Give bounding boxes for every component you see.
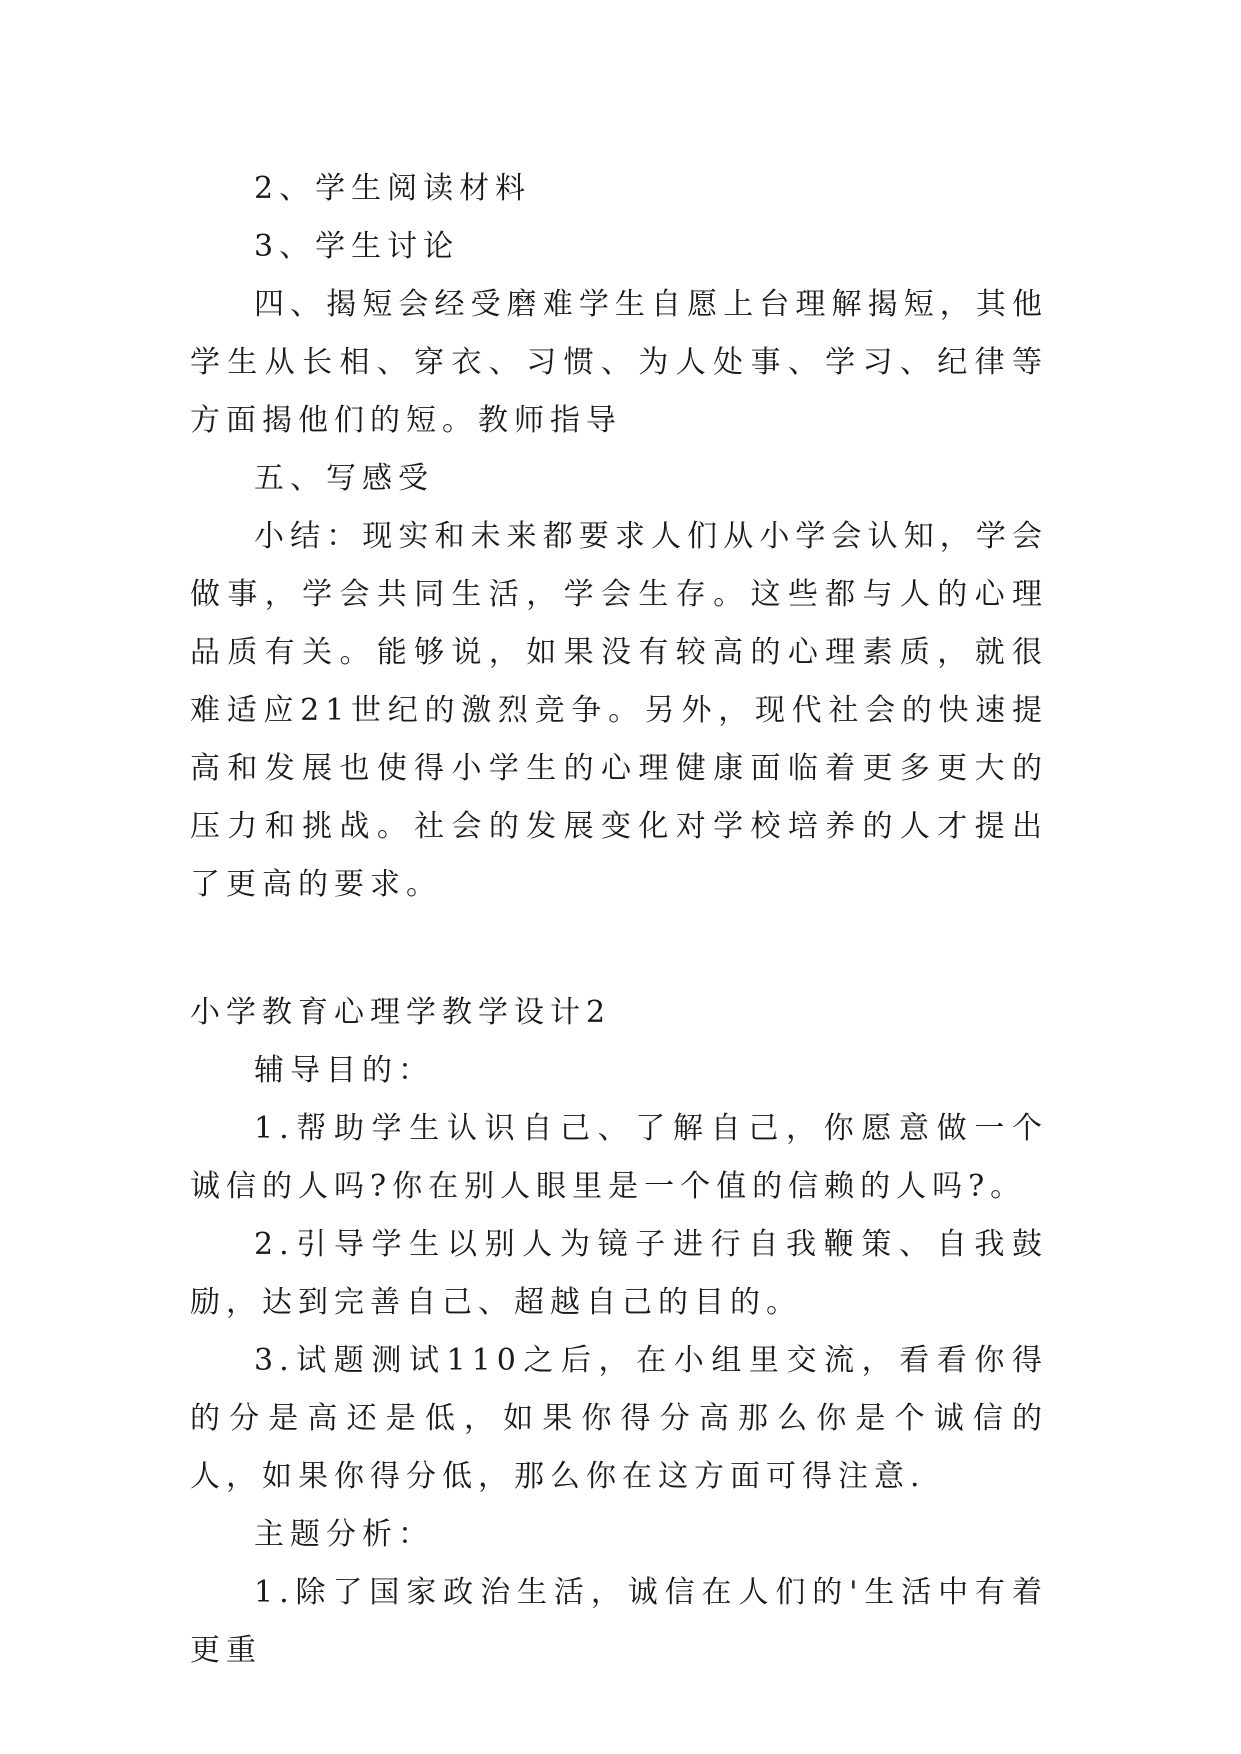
paragraph-analysis-1: 1.除了国家政治生活，诚信在人们的'生活中有着更重	[190, 1575, 1048, 1668]
section-title: 小学教育心理学教学设计2	[190, 995, 612, 1030]
paragraph-purpose-1: 1.帮助学生认识自己、了解自己，你愿意做一个诚信的人吗?你在别人眼里是一个值的信赖的人吗?。	[190, 1111, 1048, 1204]
paragraph-discussion: 3、学生讨论	[254, 229, 460, 264]
paragraph-purpose-2: 2.引导学生以别人为镜子进行自我鞭策、自我鼓励，达到完善自己、超越自己的目的。	[190, 1227, 1048, 1320]
paragraph-read-material: 2、学生阅读材料	[254, 171, 532, 206]
paragraph-expose-shortcomings: 四、揭短会经受磨难学生自愿上台理解揭短，其他学生从长相、穿衣、习惯、为人处事、学习、纪律等方面揭他们的短。教师指导	[190, 287, 1048, 438]
paragraph-summary: 小结：现实和未来都要求人们从小学会认知，学会做事，学会共同生活，学会生存。这些都与人的心理品质有关。能够说，如果没有较高的心理素质，就很难适应21世纪的激烈竞争。另外，现代社会的快速提高和发展也使得小学生的心理健康面临着更多更大的压力和挑战。社会的发展变化对学校培养的人才提出了更高的要求。	[190, 519, 1048, 902]
document-body	[190, 160, 1048, 1680]
paragraph-theme-analysis: 主题分析：	[254, 1517, 434, 1552]
paragraph-guidance-purpose: 辅导目的：	[254, 1053, 434, 1088]
paragraph-write-feelings: 五、写感受	[254, 461, 434, 496]
paragraph-purpose-3: 3.试题测试110之后，在小组里交流，看看你得的分是高还是低，如果你得分高那么你是个诚信的人，如果你得分低，那么你在这方面可得注意.	[190, 1343, 1048, 1494]
section-gap	[190, 914, 1048, 984]
